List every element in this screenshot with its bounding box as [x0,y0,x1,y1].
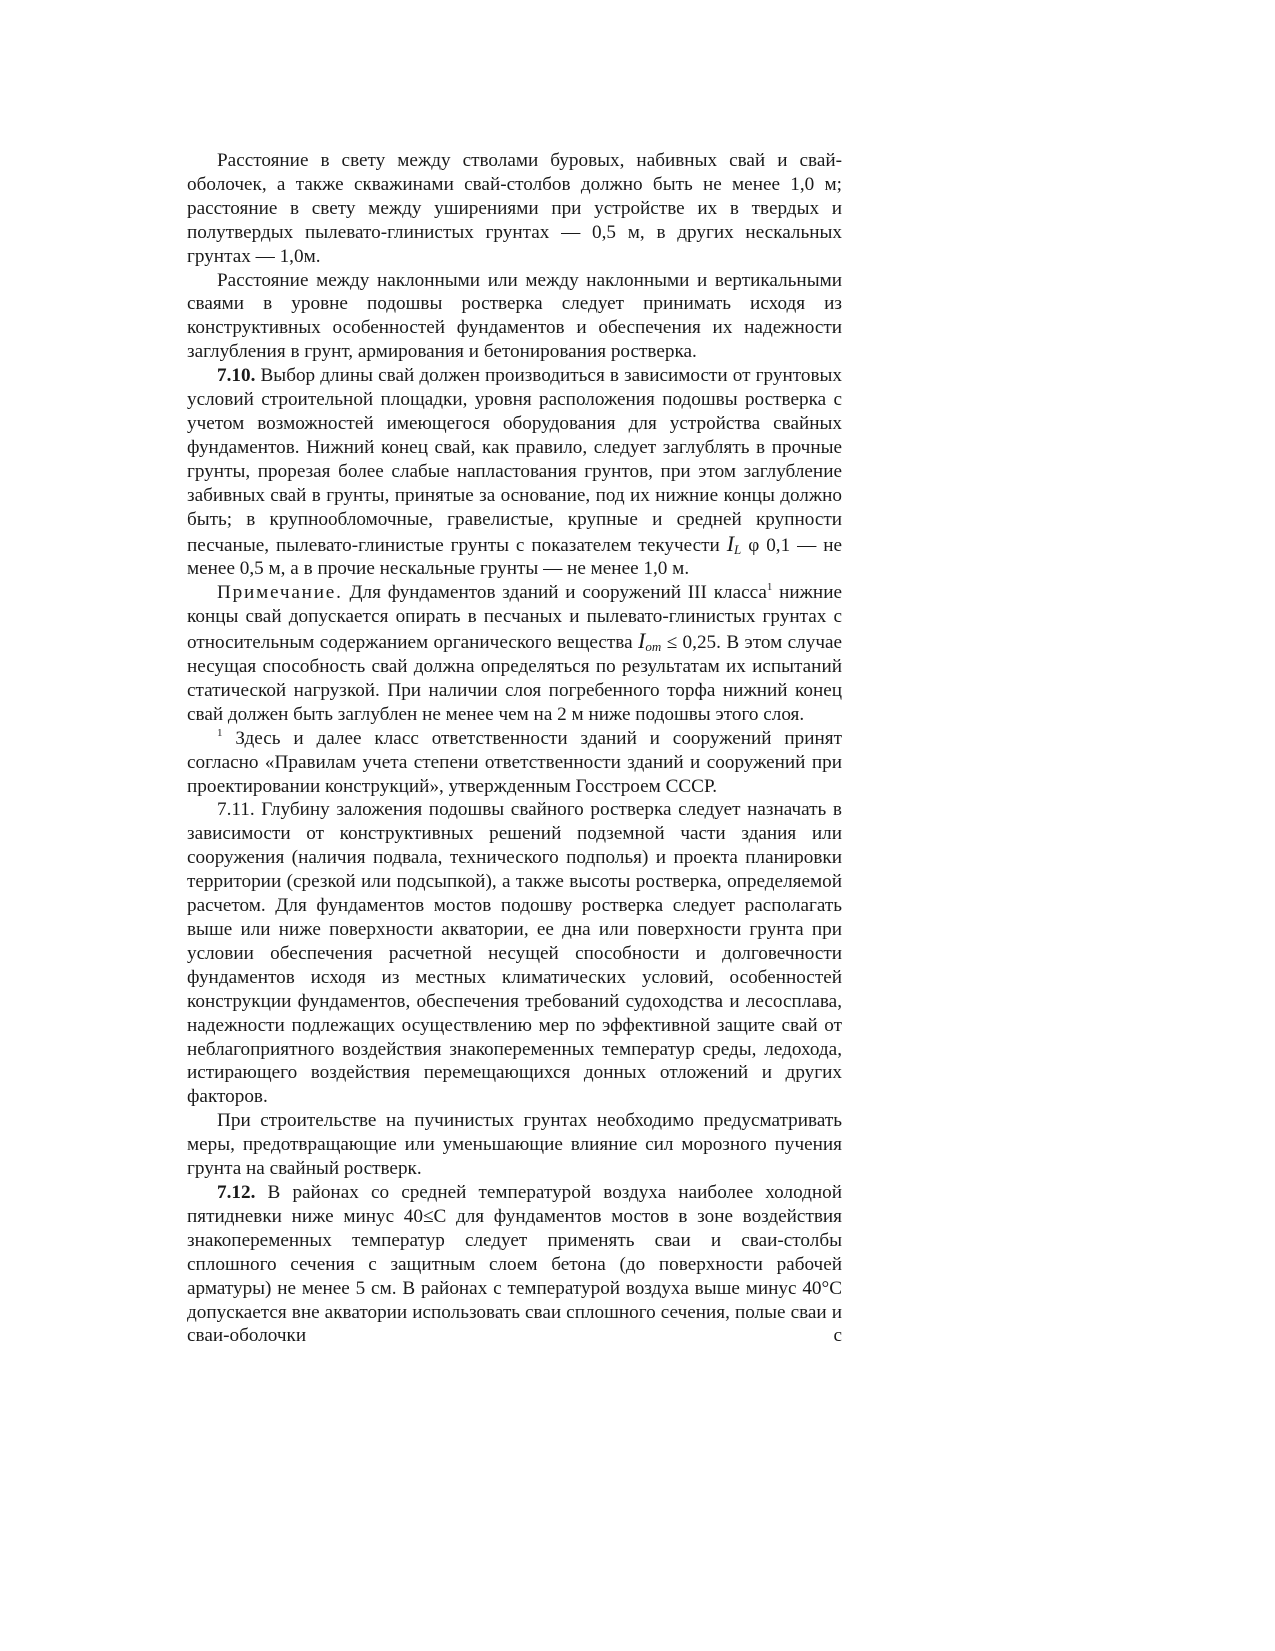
section-7-10 [187,364,842,581]
note-label: Примечание. [217,582,343,604]
footnote-text: Здесь и далее класс ответственности зданий и сооружений принят согласно «Правилам учета степени ответственности зданий и сооружений при проектировании конструкций», утвержденным Госстроем СССР. [187,727,842,797]
paragraph-pile-spacing: Расстояние в свету между стволами буровых, набивных свай и свай-оболочек, а также скважинами свай-столбов должно быть не менее 1,0 м; расстояние в свету между уширениями при устройстве их в твердых и полутвердых пылевато-глинистых грунтах — 0,5 м, в других нескальных грунтах — 1,0м. [187,150,842,267]
paragraph-frost-heave: При строительстве на пучинистых грунтах необходимо предусматривать меры, предотвращающие или уменьшающие влияние сил морозного пучения грунта на свайный ростверк. [187,1110,842,1180]
footnote [187,727,842,799]
note-text: Для фундаментов зданий и сооружений III класса [342,582,767,604]
section-number: 7.10. [217,365,256,387]
note-text-end: ≤ 0,25. В этом случае несущая способность свай должна определяться по результатам их испытаний статической нагрузкой. При наличии слоя погребенного торфа нижний конец свай должен быть заглублен не менее чем на 2 м ниже подошвы этого слоя. [187,632,843,725]
paragraph-inclined-piles: Расстояние между наклонными или между наклонными и вертикальными сваями в уровне подошвы ростверка следует принимать исходя из конструктивных особенностей фундаментов и обеспечения их надежности заглубления в грунт, армирования и бетонирования ростверка. [187,269,842,363]
note-paragraph [187,581,842,726]
note-text-middle: нижние концы свай допускается опирать в песчаных и пылевато-глинистых грунтах с относительным содержанием органического вещества [187,582,842,654]
footnote-mark: 1 [217,726,223,739]
section-7-12 [187,1181,842,1348]
liquidity-index-symbol: I [726,530,735,556]
liquidity-index-subscript: L [734,541,742,557]
section-7-11: 7.11. Глубину заложения подошвы свайного ростверка следует назначать в зависимости от конструктивных решений подземной части здания или сооружения (наличия подвала, технического подполья) и проекта планировки территории (срезкой или подсыпкой), а также высоты ростверка, определяемой расчетом. Для фундаментов мостов подошву ростверка следует располагать выше или ниже поверхности акватории, ее дна или поверхности грунта при условии обеспечения расчетной несущей способности и долговечности фундаментов исходя из местных климатических условий, особенностей конструкции фундаментов, обеспечения требований судоходства и лесосплава, надежности подлежащих осуществлению мер по эффективной защите свай от неблагоприятного воздействия знакопеременных температур среды, ледохода, истирающего воздействия перемещающихся донных отложений и других факторов. [187,799,842,1108]
organic-content-subscript: om [645,639,662,655]
section-text-continued: φ 0,1 — не менее 0,5 м, а в прочие нескальные грунты — не менее 1,0 м. [187,534,842,580]
section-text: В районах со средней температурой воздуха наиболее холодной пятидневки ниже минус 40≤С для фундаментов мостов в зоне воздействия знакопеременных температур следует применять сваи и сваи-столбы сплошного сечения с защитным слоем бетона (до поверхности рабочей арматуры) не менее 5 см. В районах с температурой воздуха выше минус 40°С допускается вне акватории использовать сваи сплошного сечения, полые сваи и сваи-оболочки с [187,1181,842,1347]
footnote-reference[interactable]: 1 [766,581,773,594]
section-text: Выбор длины свай должен производиться в зависимости от грунтовых условий строительной площадки, уровня расположения подошвы ростверка с учетом возможностей имеющегося оборудования для устройства свайных фундаментов. Нижний конец свай, как правило, следует заглублять в прочные грунты, прорезая более слабые напластования грунтов, при этом заглубление забивных свай в грунты, принятые за основание, под их нижние концы должно быть; в крупнообломочные, гравелистые, крупные и средней крупности песчаные, пылевато-глинистые грунты с показателем текучести [187,365,842,556]
organic-content-symbol: I [638,628,646,654]
document-page [187,149,842,1348]
section-number: 7.12. [217,1181,256,1203]
